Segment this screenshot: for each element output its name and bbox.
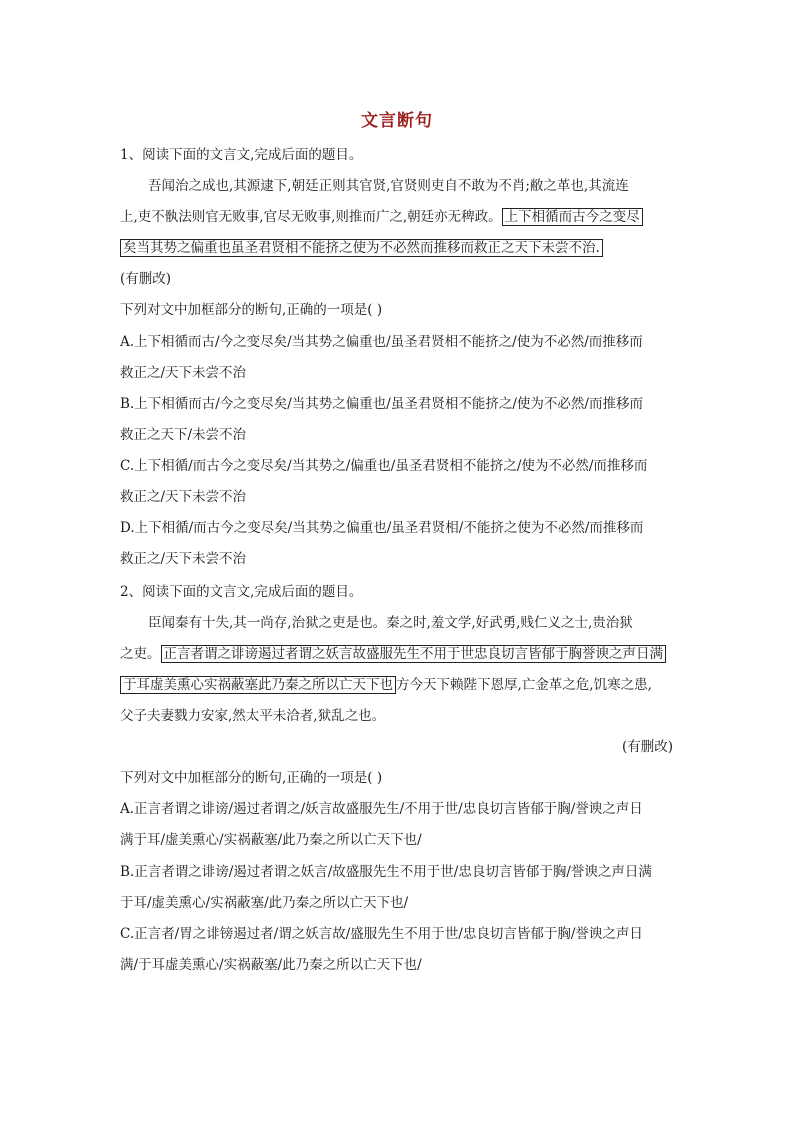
- q1-heading: 1、阅读下面的文言文,完成后面的题目。: [120, 147, 363, 163]
- q2-passage-line-1: 臣闻秦有十失,其一尚存,治狱之吏是也。秦之时,羞文学,好武勇,贱仁义之士,贵治狱: [148, 615, 633, 631]
- q1-option-b-line-2: 救正之天下/未尝不治: [120, 427, 247, 443]
- q2-option-a-line-2: 满于耳/虚美熏心/实祸蔽塞/此乃秦之所以亡天下也/: [120, 832, 422, 848]
- q2-passage-line-4: 父子夫妻戮力安家,然太平未洽者,狱乱之也。: [120, 708, 386, 724]
- q1-prompt: 下列对文中加框部分的断句,正确的一项是( ): [120, 302, 383, 318]
- q2-boxed-text-part-2: 于耳虚美熏心实祸蔽塞此乃秦之所以亡天下也: [120, 676, 396, 694]
- q2-option-b-line-1: B.正言者谓之诽谤/遏过者谓之妖言/故盛服先生不用于世/忠良切言皆郁于胸/誉谀之声日满: [120, 864, 652, 880]
- q1-passage-line-1: 吾闻治之成也,其源逮下,朝廷正则其官贤,官贤则吏自不敢为不肖;敝之革也,其流连: [148, 178, 629, 194]
- q1-option-d-line-2: 救正之/天下未尝不治: [120, 551, 247, 567]
- q2-option-c-line-1: C.正言者/胃之诽镑遏过者/谓之妖言故/盛服先生不用于世/忠良切言皆郁于胸/誉谀之声日: [120, 926, 643, 942]
- q2-heading: 2、阅读下面的文言文,完成后面的题目。: [120, 584, 363, 600]
- q1-option-a-line-1: A.上下相循而古/今之变尽矣/当其势之偏重也/虽圣君贤相不能挤之/使为不必然/而推移而: [120, 334, 643, 350]
- q1-source-note: (有删改): [120, 271, 172, 287]
- q1-option-a-line-2: 救正之/天下未尝不治: [120, 365, 247, 381]
- q1-boxed-text-part-1: 上下相循而古今之变尽: [502, 208, 643, 226]
- q2-source-note: (有删改): [621, 739, 673, 755]
- q2-option-b-line-2: 于耳/虚美熏心/实祸蔽塞/此乃秦之所以亡天下也/: [120, 895, 409, 911]
- q2-passage-line-3: [120, 676, 652, 694]
- q1-passage-text: 上,吏不骫法则官无败事,官尽无败事,则推而广之,朝廷亦无稗政。: [120, 209, 502, 225]
- q1-passage-line-3: [120, 239, 603, 257]
- q2-boxed-text-part-1: 正言者谓之诽谤遏过者谓之妖言故盛服先生不用于世忠良切言皆郁于胸誉谀之声日满: [161, 645, 667, 663]
- q2-passage-line-2: [120, 645, 666, 663]
- q2-prompt: 下列对文中加框部分的断句,正确的一项是( ): [120, 770, 383, 786]
- q2-passage-text-after-box: 方今天下赖陛下恩厚,亡金革之危,饥寒之患,: [396, 677, 652, 693]
- q2-passage-text: 之吏。: [120, 646, 161, 662]
- q1-option-d-line-1: D.上下相循/而古今之变尽矣/当其势之偏重也/虽圣君贤相/不能挤之使为不必然/而推移而: [120, 520, 644, 536]
- q2-option-a-line-1: A.正言者谓之诽谤/遏过者谓之/妖言故盛服先生/不用于世/忠良切言皆郁于胸/誉谀之声日: [120, 801, 643, 817]
- q1-boxed-text-part-2: 矣当其势之偏重也虽圣君贤相不能挤之使为不必然而推移而救正之天下未尝不治.: [120, 239, 603, 257]
- q1-passage-line-2: [120, 208, 643, 226]
- q2-option-c-line-2: 满/于耳虚美熏心/实祸蔽塞/此乃秦之所以亡天下也/: [120, 957, 422, 973]
- page-title: 文言断句: [361, 111, 433, 131]
- q1-option-c-line-1: C.上下相循/而古今之变尽矣/当其势之/偏重也/虽圣君贤相不能挤之/使为不必然/而推移而: [120, 458, 648, 474]
- q1-option-b-line-1: B.上下相循而古/今之变尽矣/当其势之偏重也/虽圣君贤相不能挤之/使为不必然/而推移而: [120, 396, 643, 412]
- q1-option-c-line-2: 救正之/天下未尝不治: [120, 489, 247, 505]
